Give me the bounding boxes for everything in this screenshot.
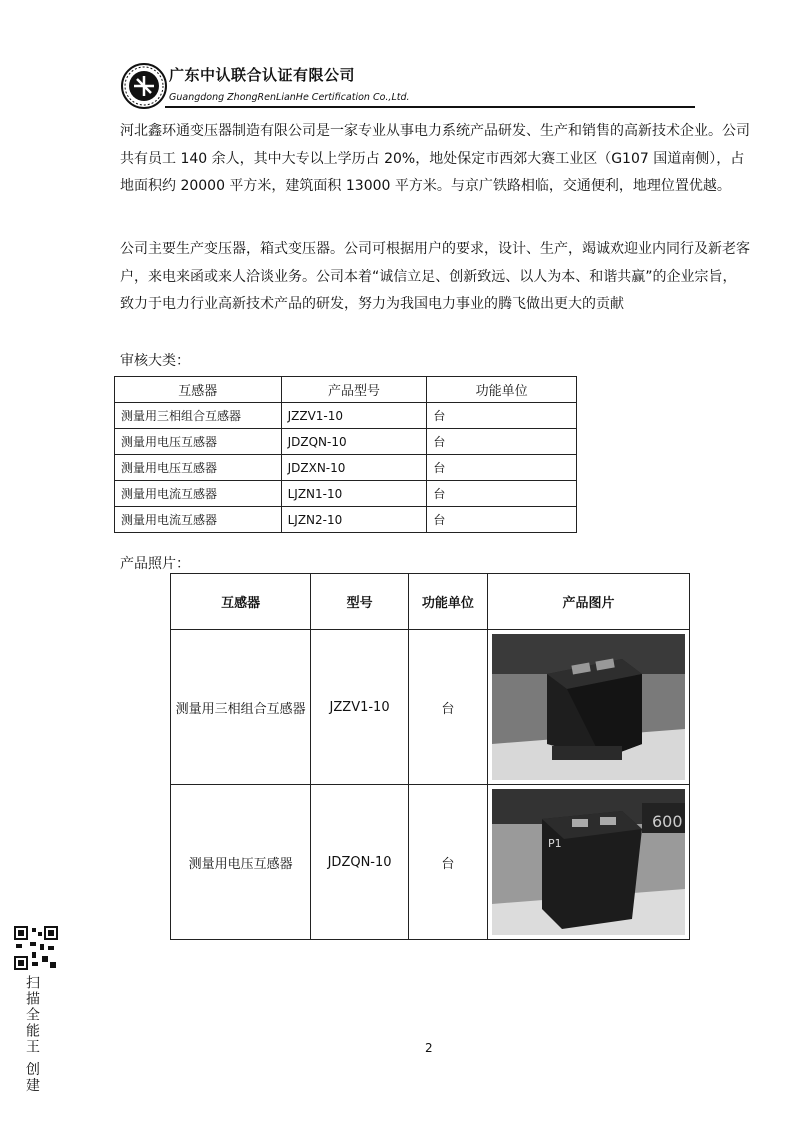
intro-paragraph-2: 公司主要生产变压器，箱式变压器。公司可根据用户的要求，设计、生产，竭诚欢迎业内同行及新老客户，来电来函或来人洽谈业务。公司本着“诚信立足、创新致远、以人为本、和谐共赢”的企业宗旨，致力于电力行业高新技术产品的研发，努力为我国电力事业的腾飞做出更大的贡献: [120, 241, 750, 312]
table-cell: 台: [427, 455, 577, 481]
table-cell: JDZQN-10: [281, 429, 427, 455]
product-photo-table: [170, 573, 690, 940]
photos-heading: 产品照片：: [120, 556, 190, 572]
column-header: 功能单位: [427, 377, 577, 403]
table-cell: 测量用三相组合互感器: [115, 403, 282, 429]
table-row: [115, 455, 577, 481]
table-cell: [487, 630, 689, 785]
photo-p1-label: P1: [547, 837, 562, 850]
table-cell: LJZN1-10: [281, 481, 427, 507]
qr-code-icon: [14, 926, 58, 970]
table-cell: [487, 785, 689, 940]
column-header: 产品型号: [281, 377, 427, 403]
company-logo: [120, 62, 168, 110]
header-rule: [165, 106, 695, 108]
review-heading: 审核大类：: [120, 353, 190, 369]
column-header: 互感器: [171, 574, 311, 630]
table-cell: 台: [427, 507, 577, 533]
company-name-en: Guangdong ZhongRenLianHe Certification Co.,Ltd.: [169, 92, 410, 103]
table-cell: 测量用电压互感器: [115, 429, 282, 455]
table-row: [115, 403, 577, 429]
table-cell: JDZQN-10: [311, 785, 408, 940]
company-name-cn: 广东中认联合认证有限公司: [169, 66, 356, 84]
table-cell: JZZV1-10: [311, 630, 408, 785]
table-row: [115, 429, 577, 455]
table-row: [171, 630, 690, 785]
table-cell: 台: [408, 630, 487, 785]
table-cell: 测量用电压互感器: [115, 455, 282, 481]
table-cell: 测量用三相组合互感器: [171, 630, 311, 785]
table-cell: 台: [408, 785, 487, 940]
page-number: 2: [425, 1041, 433, 1055]
table-cell: 测量用电流互感器: [115, 481, 282, 507]
background-number-label: 600: [651, 812, 683, 831]
column-header: 产品图片: [487, 574, 689, 630]
table-cell: 测量用电压互感器: [171, 785, 311, 940]
table-cell: JZZV1-10: [281, 403, 427, 429]
table-cell: JDZXN-10: [281, 455, 427, 481]
column-header: 互感器: [115, 377, 282, 403]
table-cell: 台: [427, 481, 577, 507]
table-cell: LJZN2-10: [281, 507, 427, 533]
review-table: [114, 376, 577, 533]
table-cell: 台: [427, 403, 577, 429]
table-row: [115, 481, 577, 507]
intro-paragraph-1: 河北鑫环通变压器制造有限公司是一家专业从事电力系统产品研发、生产和销售的高新技术企业。公司共有员工 140 余人，其中大专以上学历占 20%，地处保定市西郊大赛工业区（G107 国道南侧），占地面积约 20000 平方米，建筑面积 13000 平方米。与京广铁路相临，交通便利，地理位置优越。: [120, 123, 750, 194]
table-cell: 测量用电流互感器: [115, 507, 282, 533]
column-header: 功能单位: [408, 574, 487, 630]
table-row: [171, 785, 690, 940]
table-header-row: [171, 574, 690, 630]
scanner-watermark-text: 扫描全能王 创建: [24, 975, 40, 1094]
table-row: [115, 507, 577, 533]
product-photo-1: [492, 634, 685, 780]
table-header-row: [115, 377, 577, 403]
column-header: 型号: [311, 574, 408, 630]
product-photo-2: [492, 789, 685, 935]
table-cell: 台: [427, 429, 577, 455]
